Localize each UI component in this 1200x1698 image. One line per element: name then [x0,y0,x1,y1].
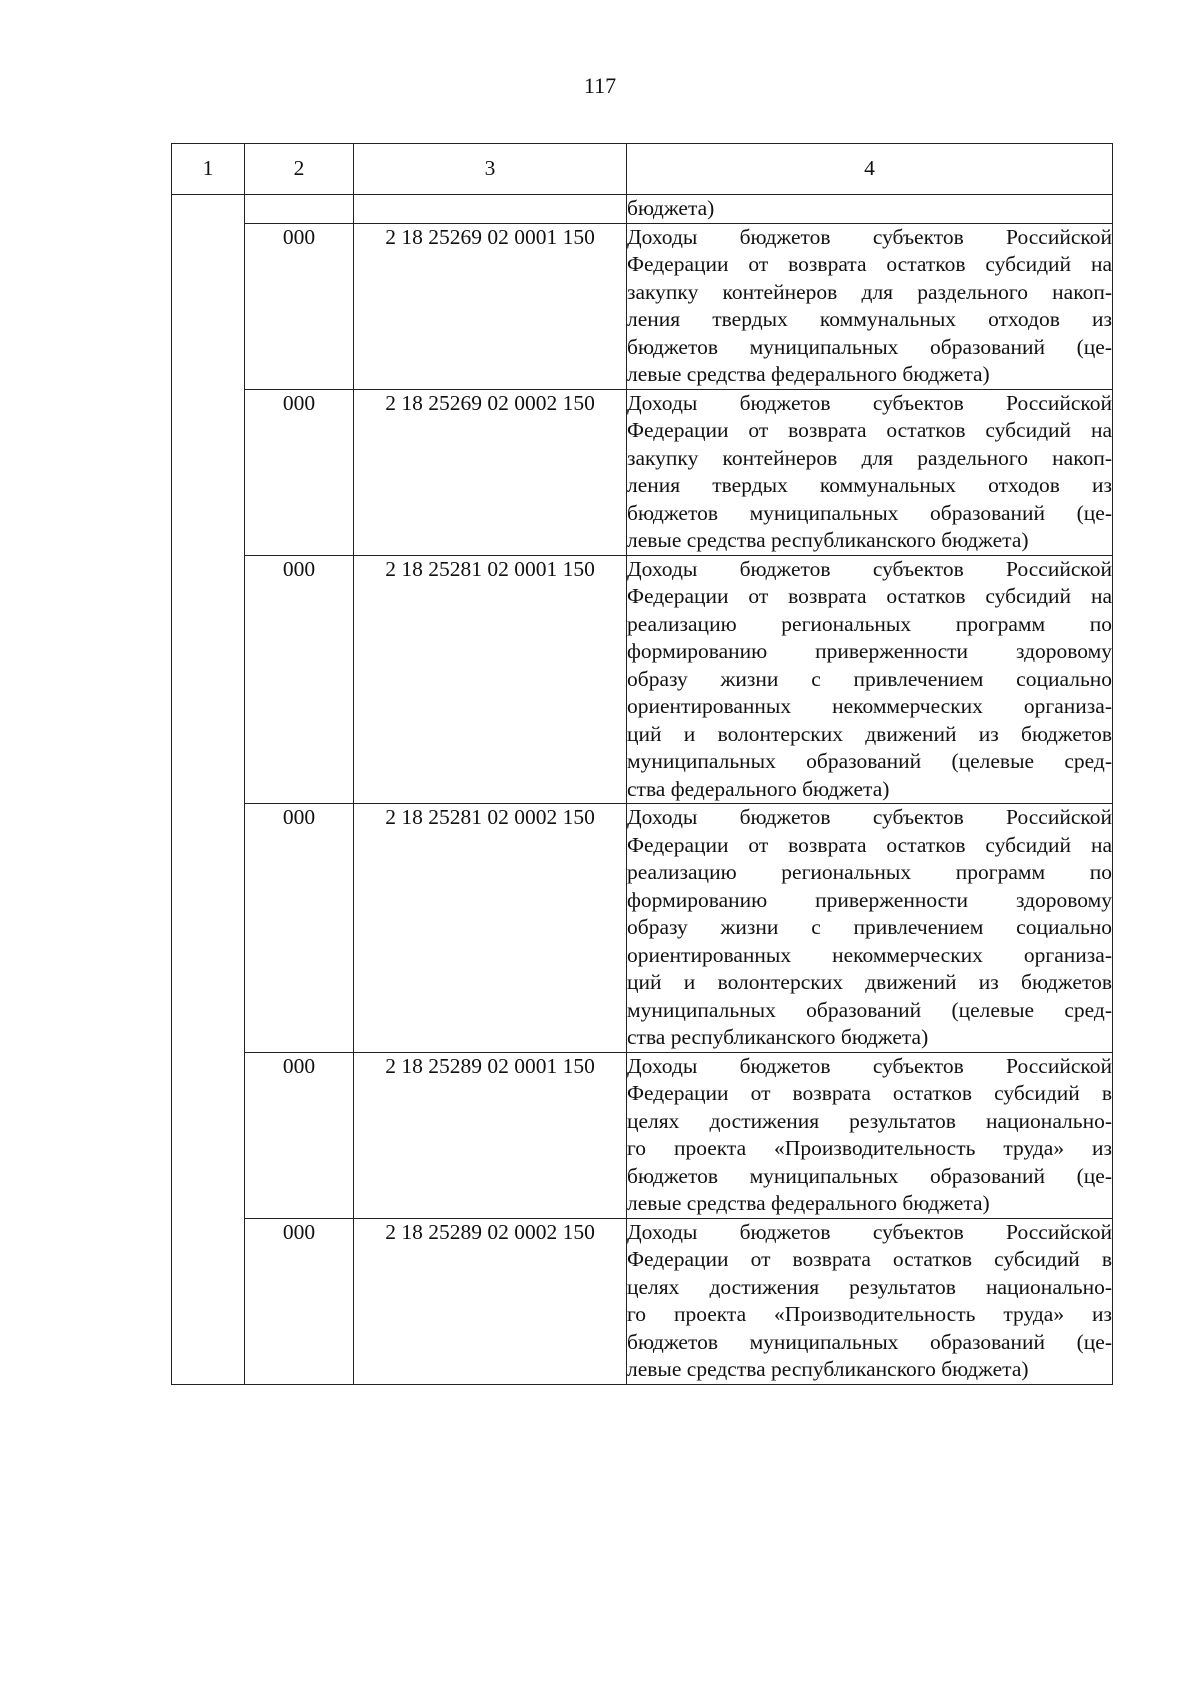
description-line: Доходы бюджетов субъектов Российской [627,556,1112,581]
description-line: левые средства федерального бюджета) [627,362,990,386]
header-col-4: 4 [627,144,1113,195]
description-cell [627,1052,1113,1218]
table-header-row [172,144,1113,195]
description-line: формированию приверженности здоровому [627,887,1112,912]
admin-code-cell: 000 [245,555,354,804]
description-line: образу жизни с привлечением социально [627,666,1112,691]
description-line: ций и волонтерских движений из бюджетов [627,721,1112,746]
description-line: целях достижения результатов национально- [627,1108,1112,1133]
description-line: ций и волонтерских движений из бюджетов [627,970,1112,994]
admin-code-cell: 000 [245,223,354,389]
description-line: закупку контейнеров для раздельного накоп- [627,279,1112,304]
description-line: целях достижения результатов национально- [627,1274,1112,1299]
empty-code-cell [354,195,627,224]
description-line: бюджетов муниципальных образований (це- [627,1163,1112,1188]
continuation-text: бюджета) [627,195,1113,224]
admin-code-cell: 000 [245,1052,354,1218]
description-cell [627,223,1113,389]
description-cell [627,389,1113,555]
admin-code-cell: 000 [245,804,354,1053]
description-line: бюджетов муниципальных образований (це- [627,500,1112,525]
table-row-continuation [172,195,1113,224]
table-row [172,1218,1113,1384]
header-col-1: 1 [172,144,245,195]
description-line: муниципальных образований (целевые сред- [627,749,1112,773]
description-cell [627,555,1113,804]
description-line: образу жизни с привлечением социально [627,915,1112,939]
description-line: левые средства федерального бюджета) [627,1191,990,1215]
empty-group-cell [172,195,245,1385]
description-line: Федерации от возврата остатков субсидий на [627,584,1112,608]
budget-code-cell: 2 18 25289 02 0002 150 [354,1218,627,1384]
description-cell [627,1218,1113,1384]
description-line: Доходы бюджетов субъектов Российской [627,1053,1112,1078]
description-line: муниципальных образований (целевые сред- [627,997,1112,1022]
budget-code-cell: 2 18 25281 02 0002 150 [354,804,627,1053]
table-row [172,1052,1113,1218]
description-line: ства федерального бюджета) [627,776,890,801]
description-line: бюджетов муниципальных образований (це- [627,334,1112,359]
table-row [172,223,1113,389]
description-line: формированию приверженности здоровому [627,639,1112,663]
description-line: реализацию региональных программ по [627,611,1112,636]
description-line: ориентированных некоммерческих организа- [627,694,1112,718]
description-line: ления твердых коммунальных отходов из [627,307,1112,331]
description-line: Доходы бюджетов субъектов Российской [627,224,1112,249]
budget-code-cell: 2 18 25269 02 0001 150 [354,223,627,389]
description-line: ориентированных некоммерческих организа- [627,942,1112,967]
description-line: Федерации от возврата остатков субсидий в [627,1247,1112,1271]
description-line: левые средства республиканского бюджета) [627,528,1029,552]
description-line: Доходы бюджетов субъектов Российской [627,805,1112,829]
description-line: Федерации от возврата остатков субсидий в [627,1081,1112,1105]
description-line: го проекта «Производительность труда» из [627,1136,1112,1160]
description-line: бюджетов муниципальных образований (це- [627,1329,1112,1354]
admin-code-cell: 000 [245,389,354,555]
description-line: Доходы бюджетов субъектов Российской [627,1219,1112,1244]
budget-code-cell: 2 18 25281 02 0001 150 [354,555,627,804]
header-col-3: 3 [354,144,627,195]
header-col-2: 2 [245,144,354,195]
description-line: Доходы бюджетов субъектов Российской [627,390,1112,415]
description-line: ства республиканского бюджета) [627,1025,929,1049]
table-row [172,555,1113,804]
budget-code-cell: 2 18 25269 02 0002 150 [354,389,627,555]
budget-code-cell: 2 18 25289 02 0001 150 [354,1052,627,1218]
description-line: реализацию региональных программ по [627,860,1112,884]
table-row [172,804,1113,1053]
empty-admin-cell [245,195,354,224]
page-number: 117 [583,73,617,98]
description-line: Федерации от возврата остатков субсидий на [627,832,1112,857]
description-line: закупку контейнеров для раздельного накоп- [627,445,1112,470]
description-line: Федерации от возврата остатков субсидий на [627,418,1112,442]
table-row [172,389,1113,555]
description-line: ления твердых коммунальных отходов из [627,473,1112,497]
admin-code-cell: 000 [245,1218,354,1384]
description-line: Федерации от возврата остатков субсидий на [627,252,1112,276]
description-line: левые средства республиканского бюджета) [627,1357,1029,1381]
revenue-codes-table [171,143,1113,1385]
description-line: го проекта «Производительность труда» из [627,1302,1112,1326]
description-cell [627,804,1113,1053]
